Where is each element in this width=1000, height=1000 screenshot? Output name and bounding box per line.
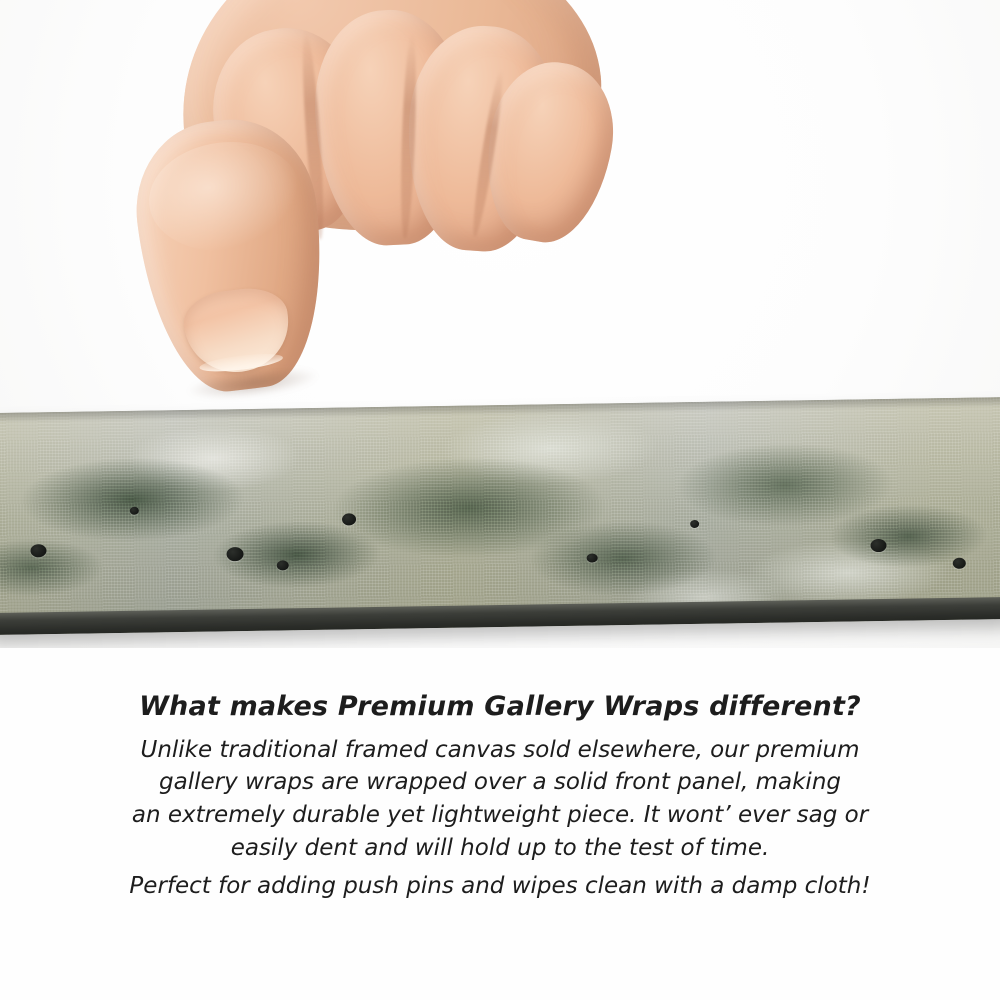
caption-closing-line: Perfect for adding push pins and wipes clean with a damp cloth!	[129, 873, 871, 900]
caption-body	[0, 734, 1000, 865]
caption-line-2: gallery wraps are wrapped over a solid front panel, making	[159, 769, 841, 796]
finger-highlight	[143, 133, 306, 259]
canvas-wrap-edge	[0, 397, 1000, 635]
caption-line-4: easily dent and will hold up to the test of time.	[230, 834, 770, 861]
canvas-speck	[130, 507, 139, 515]
caption-line-3: an extremely durable yet lightweight piece. It wont’ ever sag or	[131, 802, 869, 829]
caption-heading: What makes Premium Gallery Wraps different?	[139, 691, 861, 722]
caption-block	[0, 690, 1000, 903]
hand-illustration	[120, 0, 590, 430]
fingernail	[181, 284, 294, 378]
caption-line-1: Unlike traditional framed canvas sold elsewhere, our premium	[140, 736, 860, 763]
canvas-speck	[690, 520, 699, 528]
